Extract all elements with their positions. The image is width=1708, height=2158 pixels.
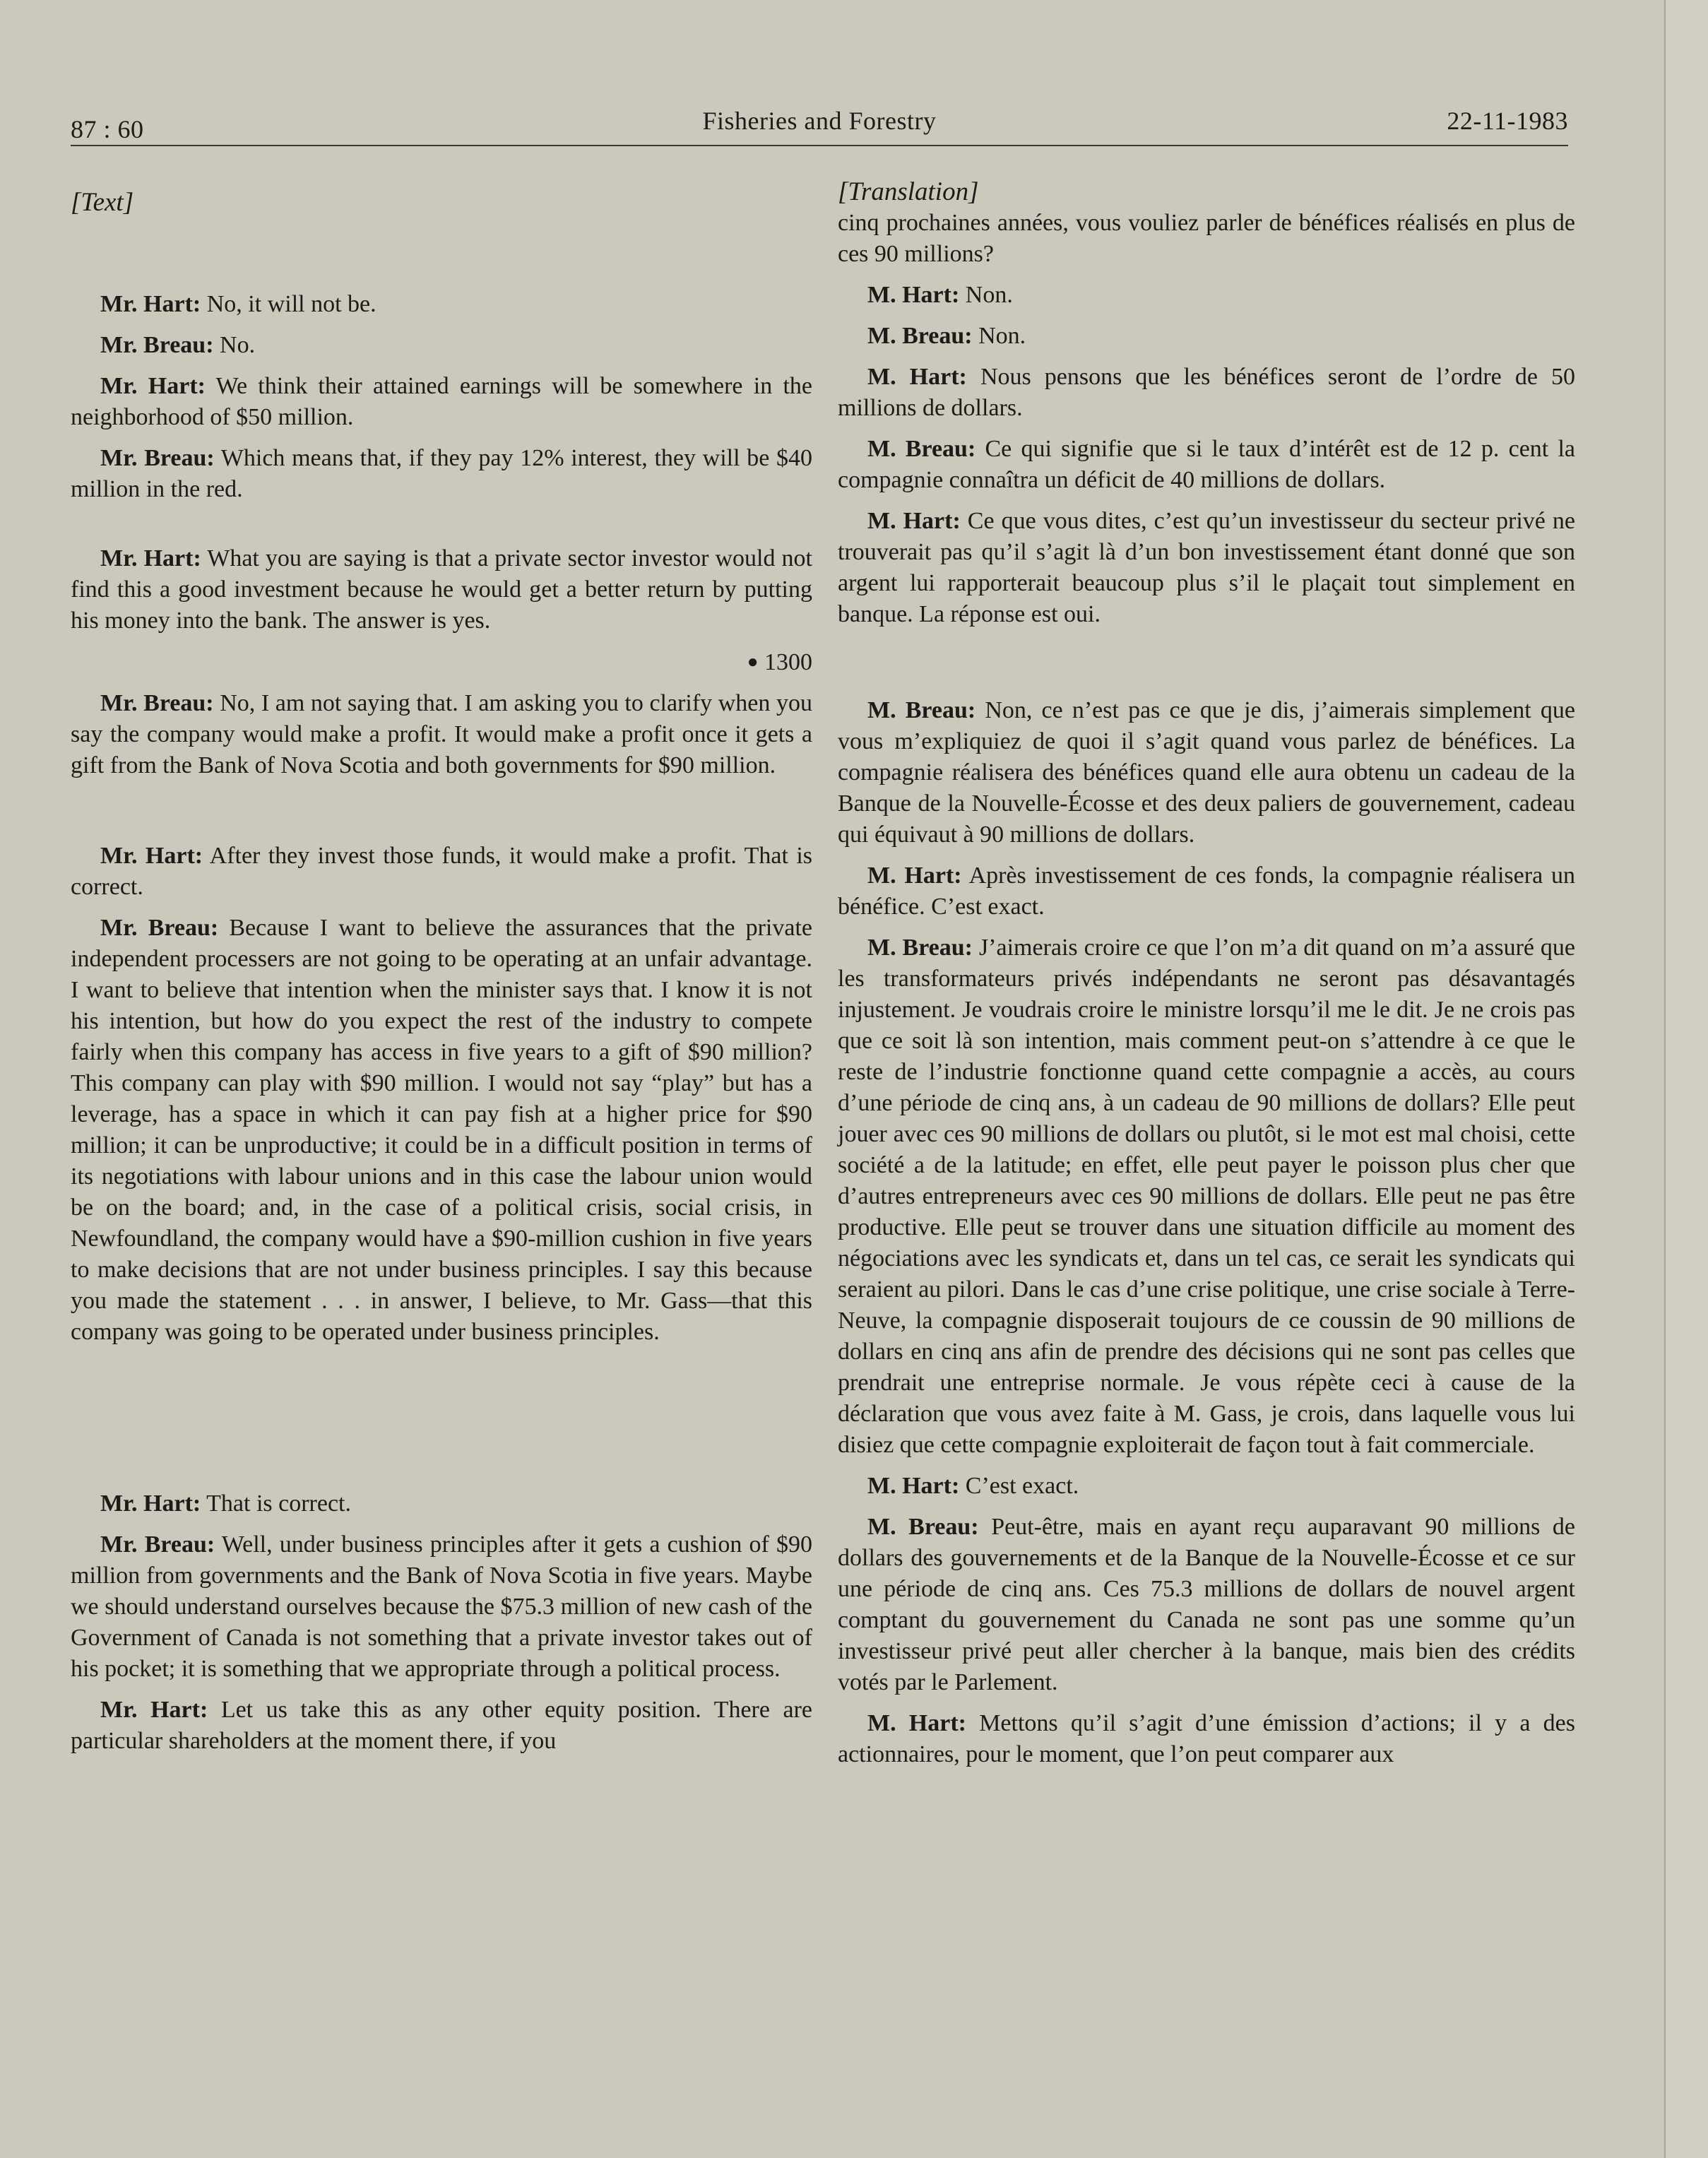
speech: Peut-être, mais en ayant reçu auparavant 90 millions de dollars des gouvernements et de la Banque de la Nouvelle-Écosse et ce sur une période de cinq ans. Ces 75.3 millions de dollars de nouvel argent comptant du gouvernement du Canada ne sont pas une somme qu’un investisseur privé peut aller chercher à la banque, mais bien des crédits votés par le Parlement. xyxy=(838,1514,1576,1695)
column-tag: [Translation] xyxy=(838,177,979,206)
speech: Well, under business principles after it gets a cushion of $90 million from governments and the Bank of Nova Scotia in five years. Maybe we should understand ourselves because the $75.3 million of new cash of the Government of Canada is not something that a private investor takes out of his pocket; it is something that we appropriate through a political process. xyxy=(71,1531,812,1682)
speech: Because I want to believe the assurances that the private independent processers are not going to be operating at an unfair advantage. I want to believe that intention when the minister says that. I know it is not his intention, but how do you expect the rest of the industry to compete fairly when this company has access in five years to a gift of $90 million? This company can play with $90 million. I would not say “play” but has a leverage, has a space in which it can pay fish at a higher price for $90 million; it can be unproductive; it could be in a difficult position in terms of its negotiations with labour unions and in this case the labour union would be on the board; and, in the case of a political crisis, social crisis, in Newfoundland, the company would have a $90-million cushion in five years to make decisions that are not under business principles. I say this because you made the statement . . . in answer, I believe, to Mr. Gass—that this company was going to be operated under business principles. xyxy=(71,915,812,1345)
page-number: 87 : 60 xyxy=(71,115,144,143)
bullet-icon: ● xyxy=(747,651,759,672)
paragraph xyxy=(71,543,812,636)
speech: No, I am not saying that. I am asking you to clarify when you say the company would make a profit. It would make a profit once it gets a gift from the Bank of Nova Scotia and both governments for $90 million. xyxy=(71,690,812,778)
speech: Let us take this as any other equity position. There are particular shareholders at the moment there, if you xyxy=(71,1697,812,1754)
speech: Ce qui signifie que si le taux d’intérêt est de 12 p. cent la compagnie connaîtra un déficit de 40 millions de dollars. xyxy=(838,436,1575,493)
speaker: Mr. Hart: xyxy=(100,373,206,399)
speech: No. xyxy=(213,332,256,358)
paragraph xyxy=(71,1529,812,1685)
speaker: Mr. Hart: xyxy=(100,545,201,571)
speech: We think their attained earnings will be somewhere in the neighborhood of $50 million. xyxy=(71,373,812,430)
speaker: M. Breau: xyxy=(867,935,973,961)
speaker: M. Hart: xyxy=(867,1710,966,1736)
paragraph xyxy=(71,289,812,320)
speech: Non. xyxy=(959,282,1013,308)
paragraph xyxy=(71,913,812,1348)
paragraph xyxy=(838,1512,1575,1698)
speaker: M. Hart: xyxy=(867,862,962,889)
english-column xyxy=(71,187,812,1767)
paragraph xyxy=(838,1708,1575,1770)
speaker: Mr. Hart: xyxy=(100,843,203,869)
paragraph xyxy=(71,1488,812,1519)
paragraph xyxy=(838,860,1575,923)
speech: Ce que vous dites, c’est qu’un investisseur du secteur privé ne trouverait pas qu’il s’agit là d’un bon investissement étant donné que son argent lui rapporterait beaucoup plus s’il le plaçait tout simplement en banque. La réponse est oui. xyxy=(838,508,1575,627)
paragraph xyxy=(71,330,812,361)
paragraph xyxy=(838,506,1575,630)
speech: Which means that, if they pay 12% interest, they will be $40 million in the red. xyxy=(71,445,812,502)
speaker: Mr. Breau: xyxy=(100,915,219,941)
speaker: M. Hart: xyxy=(867,1473,960,1499)
page-edge xyxy=(1664,0,1708,2158)
speaker: Mr. Hart: xyxy=(100,1490,201,1517)
header-rule xyxy=(71,145,1568,146)
paragraph xyxy=(71,1695,812,1757)
paragraph xyxy=(838,1471,1575,1502)
page-header xyxy=(71,106,1568,146)
time-marker xyxy=(71,646,812,678)
speaker: M. Breau: xyxy=(867,436,976,462)
paragraph xyxy=(838,280,1575,311)
speaker: M. Breau: xyxy=(867,697,976,723)
time-marker-text: 1300 xyxy=(764,649,812,675)
speech: Après investissement de ces fonds, la compagnie réalisera un bénéfice. C’est exact. xyxy=(838,862,1575,920)
speech: J’aimerais croire ce que l’on m’a dit quand on m’a assuré que les transformateurs privés indépendants ne seront pas désavantagés injustement. Je voudrais croire le ministre lorsqu’il me le dit. Je ne crois pas que ce soit là son intention, mais comment peut-on s’attendre à ce que le reste de l’industrie fonctionne quand cette compagnie a accès, au cours d’une période de cinq ans, à un cadeau de 90 millions de dollars? Elle peut jouer avec ces 90 millions de dollars ou plutôt, si le mot est mal choisi, cette société a de la latitude; en effet, elle peut payer le poisson plus cher que d’autres entrepreneurs avec ces 90 millions de dollars. Elle peut ne pas être productive. Elle peut se trouver dans une situation difficile au moment des négociations avec les syndicats et, dans un tel cas, ce serait les syndicats qui seraient au pilori. Dans le cas d’une crise politique, une crise sociale à Terre-Neuve, la compagnie disposerait toujours de ce coussin de 90 millions de dollars en cinq ans afin de prendre des décisions qui ne sont pas celles que prendrait une entreprise normale. Je vous répète ceci à cause de la déclaration que vous avez faite à M. Gass, je crois, dans laquelle vous lui disiez que cette compagnie exploiterait de façon tout à fait commerciale. xyxy=(838,935,1575,1458)
speech: C’est exact. xyxy=(959,1473,1079,1499)
paragraph xyxy=(838,362,1575,424)
french-column xyxy=(838,177,1575,1780)
speaker: M. Hart: xyxy=(867,364,967,390)
speaker: M. Hart: xyxy=(867,282,960,308)
paragraph xyxy=(838,932,1575,1461)
running-title: Fisheries and Forestry xyxy=(702,107,937,135)
speech: No, it will not be. xyxy=(201,291,376,317)
paragraph xyxy=(71,371,812,433)
column-tag-text: Text xyxy=(81,188,124,217)
paragraph: cinq prochaines années, vous vouliez parler de bénéfices réalisés en plus de ces 90 millions? xyxy=(838,210,1575,267)
paragraph xyxy=(71,841,812,903)
column-tag: [Text] xyxy=(71,188,134,217)
paragraph xyxy=(838,695,1575,850)
speech: What you are saying is that a private sector investor would not find this a good investment because he would get a better return by putting his money into the bank. The answer is yes. xyxy=(71,545,812,634)
paragraph xyxy=(838,434,1575,496)
speaker: Mr. Breau: xyxy=(100,1531,215,1558)
speaker: Mr. Breau: xyxy=(100,332,214,358)
speaker: Mr. Breau: xyxy=(100,445,215,471)
paragraph xyxy=(838,321,1575,352)
speech: Non. xyxy=(972,323,1026,349)
speaker: Mr. Hart: xyxy=(100,1697,208,1723)
speech: Nous pensons que les bénéfices seront de l’ordre de 50 millions de dollars. xyxy=(838,364,1575,421)
paragraph xyxy=(71,688,812,781)
speaker: Mr. Breau: xyxy=(100,690,214,716)
speech: Non, ce n’est pas ce que je dis, j’aimerais simplement que vous m’expliquiez de quoi il s’agit quand vous parlez de bénéfices. La compagnie réalisera des bénéfices quand elle aura obtenu un cadeau de la Banque de la Nouvelle-Écosse et des deux paliers de gouvernement, cadeau qui équivaut à 90 millions de dollars. xyxy=(838,697,1575,848)
speech: After they invest those funds, it would make a profit. That is correct. xyxy=(71,843,813,900)
speaker: M. Breau: xyxy=(867,323,973,349)
column-tag-text: Translation xyxy=(848,177,969,206)
speaker: Mr. Hart: xyxy=(100,291,201,317)
speaker: M. Hart: xyxy=(867,508,961,534)
speech: That is correct. xyxy=(201,1490,351,1517)
speech: Mettons qu’il s’agit d’une émission d’actions; il y a des actionnaires, pour le moment, que l’on peut comparer aux xyxy=(838,1710,1575,1767)
speaker: M. Breau: xyxy=(867,1514,979,1540)
paragraph xyxy=(71,443,812,505)
header-date: 22-11-1983 xyxy=(1447,107,1568,135)
